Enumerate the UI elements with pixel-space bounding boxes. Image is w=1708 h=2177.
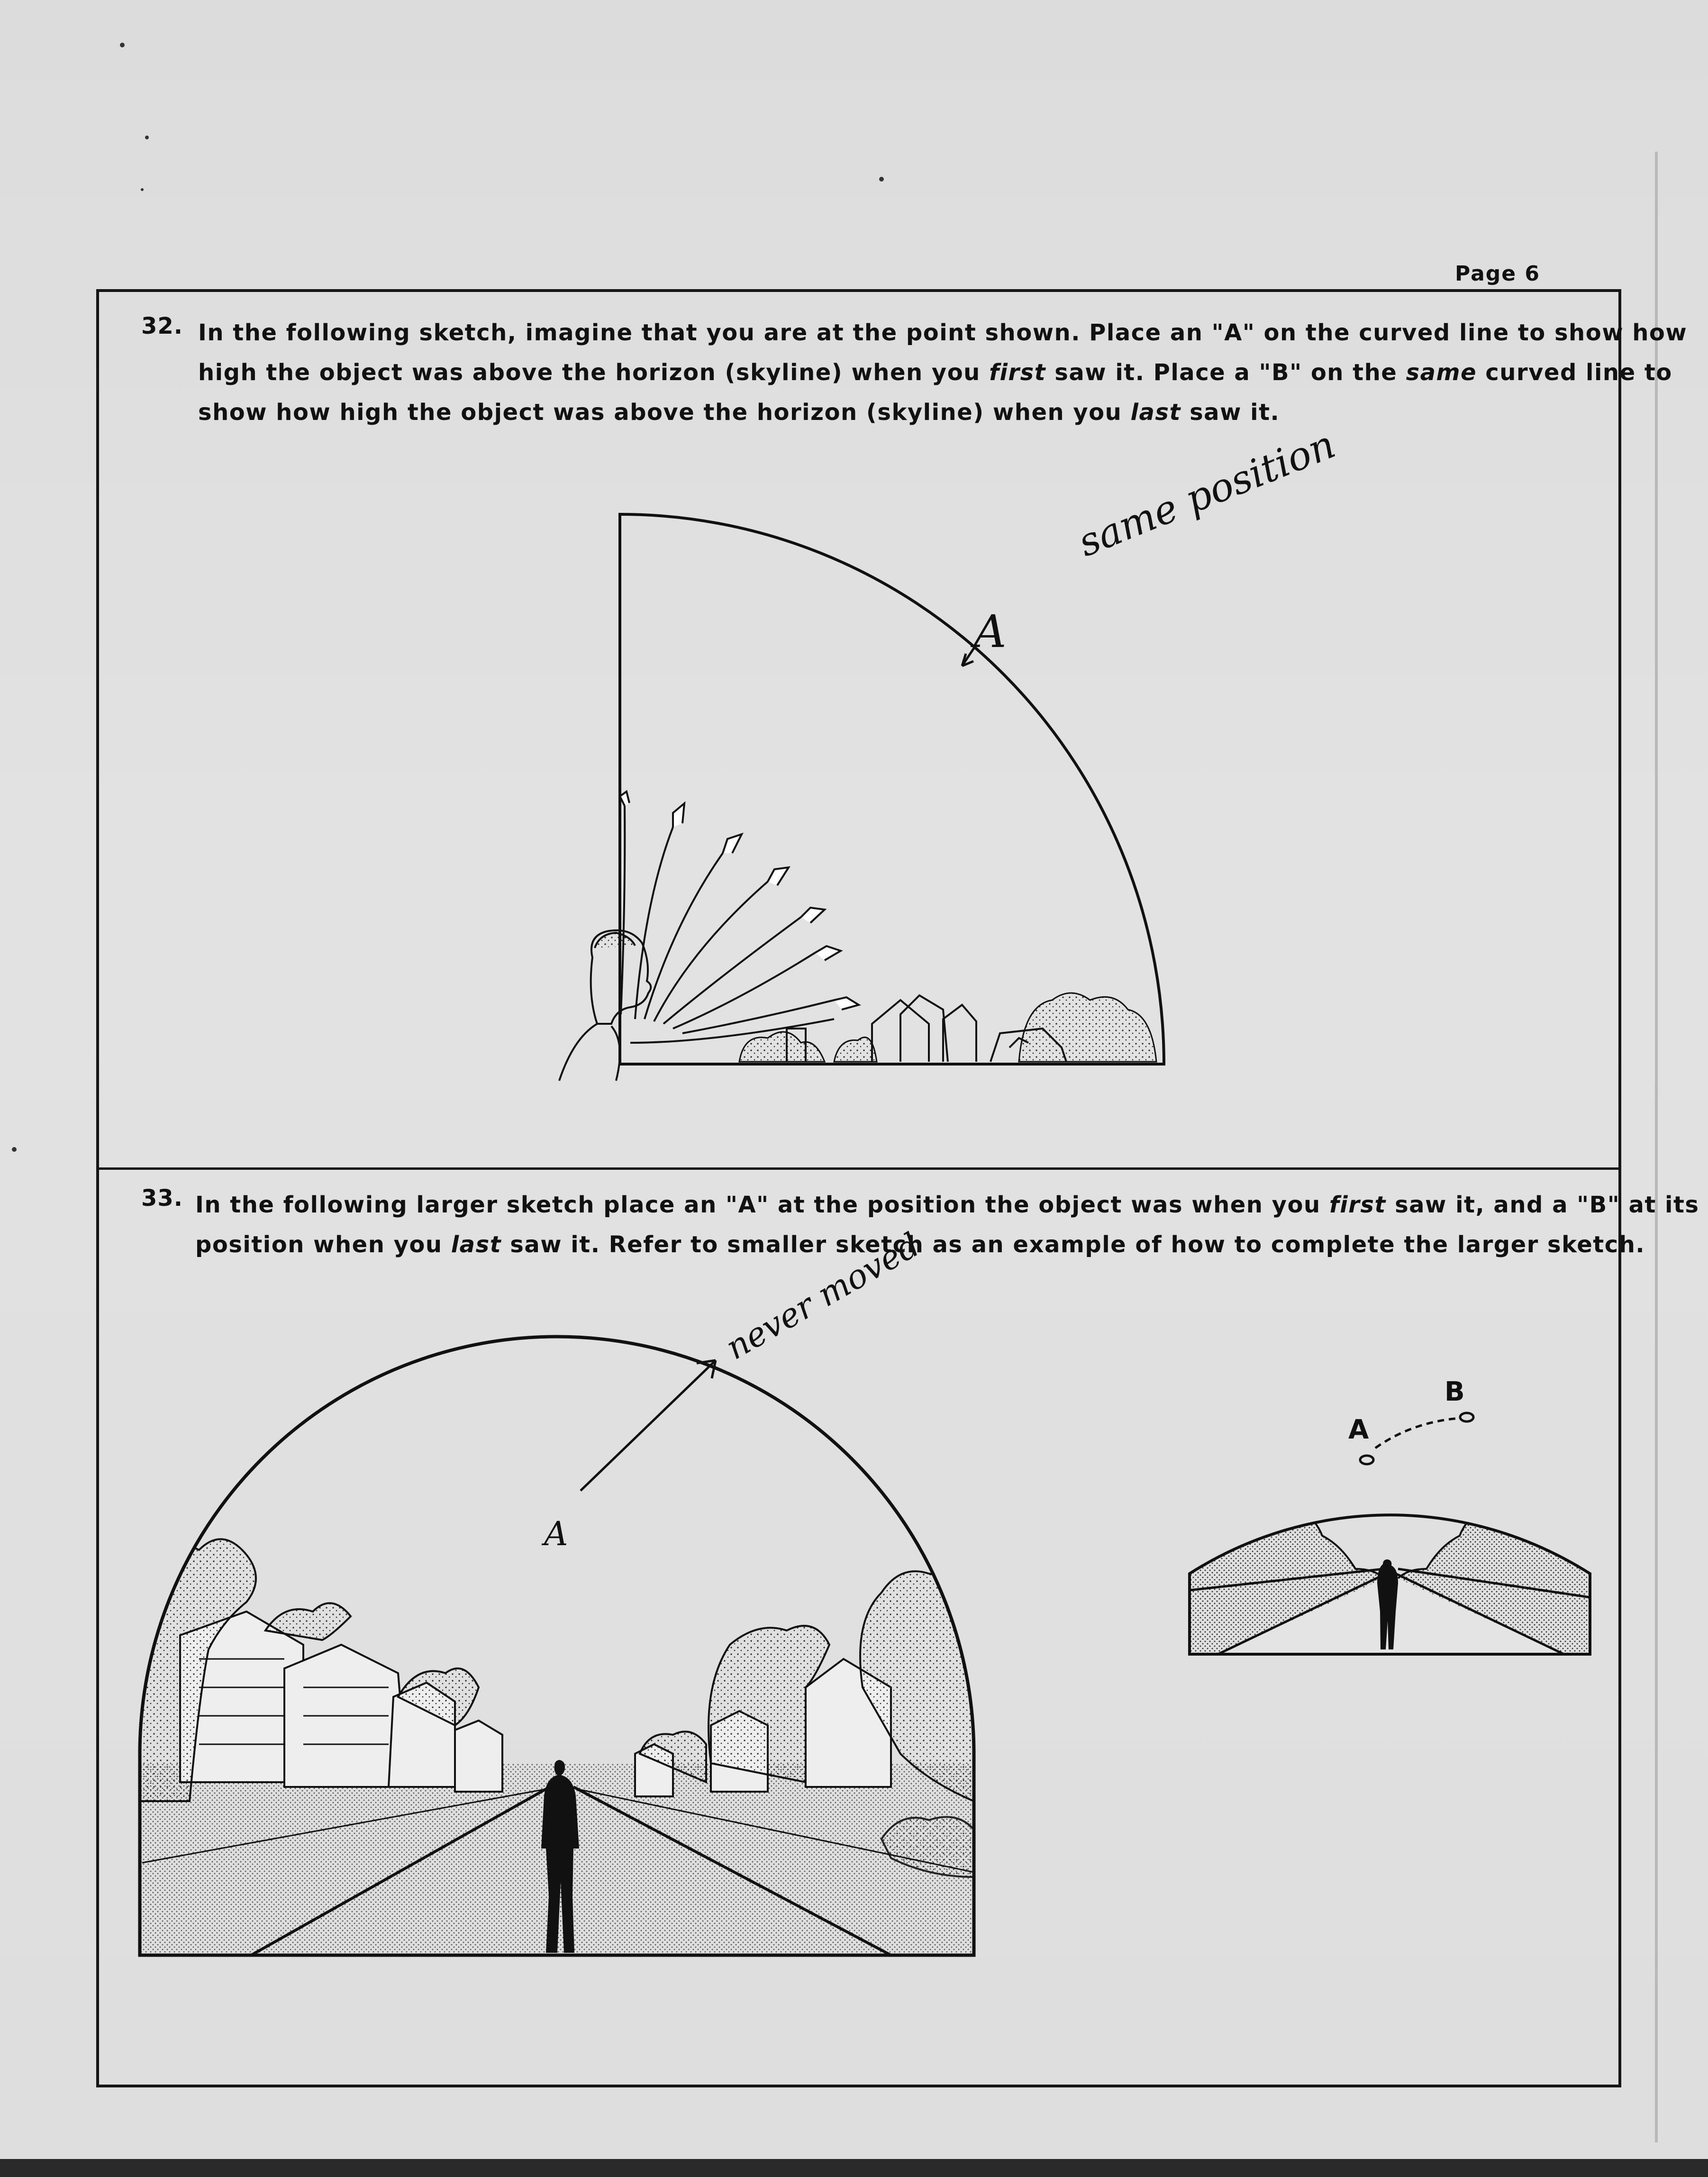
example-label-a: A bbox=[1348, 1414, 1369, 1445]
question-33-line-1: In the following larger sketch place an "A" at the position the object was when you first saw it, and a "B" at its bbox=[195, 1192, 1699, 1218]
question-32-line-2: high the object was above the horizon (skyline) when you first saw it. Place a "B" on the same curved line to bbox=[198, 359, 1672, 386]
q32-handwritten-letter: A bbox=[974, 606, 1007, 658]
example-path-dashed bbox=[1375, 1418, 1460, 1448]
question-33-number: 33. bbox=[141, 1185, 183, 1211]
example-object-a bbox=[1360, 1456, 1373, 1464]
q33-handwritten-note: never moved bbox=[719, 1225, 927, 1367]
quarter-circle-sketch bbox=[559, 422, 1341, 1081]
pointing-man-illustration bbox=[559, 792, 859, 1081]
question-32-line-3: show how high the object was above the horizon (skyline) when you last saw it. bbox=[198, 399, 1280, 426]
question-32-line-1: In the following sketch, imagine that you are at the point shown. Place an "A" on the curved line to show how bbox=[198, 319, 1688, 346]
question-32-number: 32. bbox=[141, 313, 183, 339]
question-33-line-2: position when you last saw it. Refer to smaller sketch as an example of how to complete the larger sketch. bbox=[195, 1231, 1645, 1258]
q32-handwritten-note: same position bbox=[1072, 422, 1342, 566]
scan-specks bbox=[12, 43, 884, 1152]
example-label-b: B bbox=[1445, 1376, 1465, 1407]
large-dome-sketch bbox=[137, 1225, 976, 1958]
q33-arrow bbox=[581, 1360, 716, 1491]
example-dome-sketch bbox=[1190, 1376, 1590, 1654]
q33-handwritten-letter: A bbox=[544, 1514, 568, 1553]
example-object-b bbox=[1460, 1413, 1473, 1421]
quarter-circle-outline bbox=[620, 514, 1164, 1064]
page-number: Page 6 bbox=[1455, 262, 1541, 286]
